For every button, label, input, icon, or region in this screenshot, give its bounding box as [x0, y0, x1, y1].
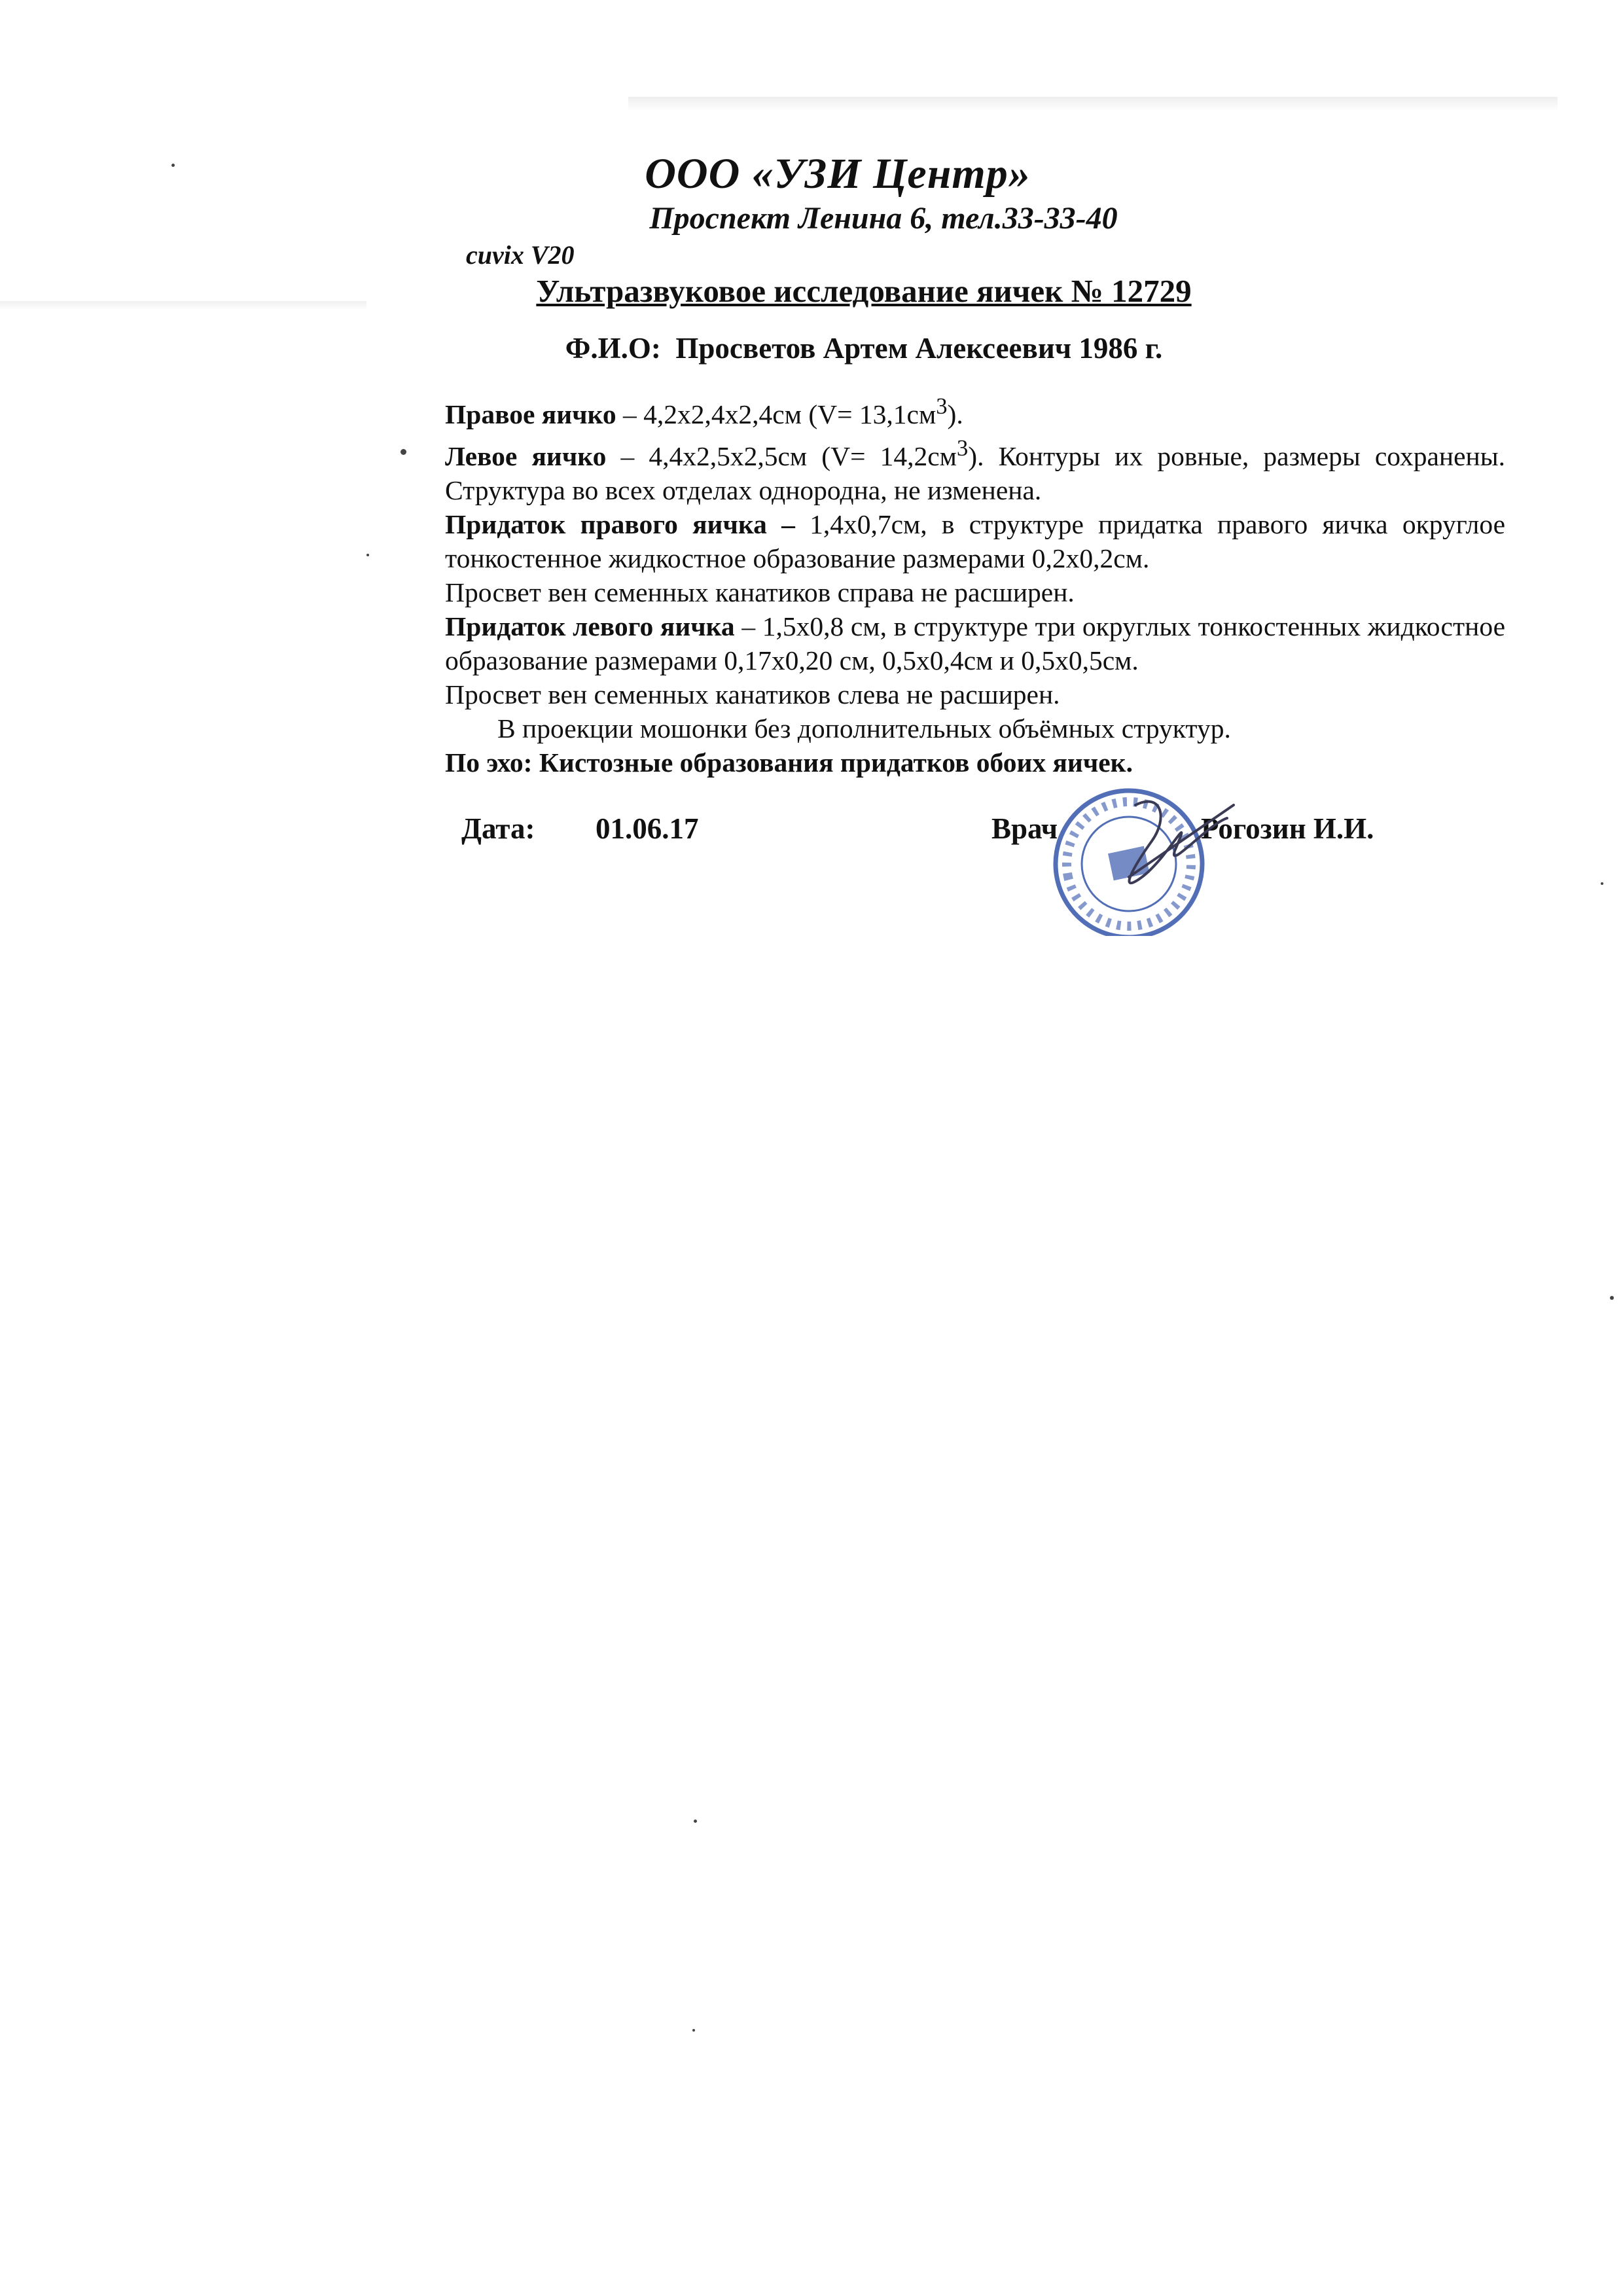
- scan-speck: [692, 2029, 695, 2032]
- scan-speck: [1601, 882, 1603, 885]
- right-epididymis-paragraph: [445, 507, 1505, 575]
- left-epididymis-paragraph: [445, 609, 1505, 677]
- left-testis-text: – 4,4х2,5х2,5см (V= 14,2см: [606, 440, 957, 471]
- right-veins-paragraph: Просвет вен семенных канатиков справа не расширен.: [445, 577, 1075, 607]
- scan-speck: [401, 449, 406, 455]
- scan-shadow: [628, 97, 1558, 111]
- scan-speck: [1610, 1296, 1614, 1300]
- right-epididymis-label: Придаток правого яичка –: [445, 509, 795, 539]
- date-label: Дата:: [461, 812, 535, 845]
- left-testis-label: Левое яичко: [445, 440, 607, 471]
- left-epididymis-text: – 1,5х0,8 см, в структуре три округлых тонкостенных жидкостное образование размерами 0,17х0,20 см, 0,5х0,4см и 0,5х0,5см.: [445, 611, 1505, 675]
- left-testis-tail: ). Контуры их ровные, размеры сохранены. Структура во всех отделах однородна, не изменена.: [445, 440, 1506, 505]
- patient-line: [52, 331, 1623, 365]
- patient-label: Ф.И.О:: [565, 332, 661, 365]
- organization-address: Проспект Ленина 6, тел.33-33-40: [649, 201, 1118, 236]
- document-title: Ультразвуковое исследование яичек № 12729: [536, 273, 1192, 309]
- date-value: 01.06.17: [596, 812, 699, 845]
- left-epididymis-label: Придаток левого яичка: [445, 611, 735, 641]
- conclusion-text: По эхо: Кистозные образования придатков обоих яичек.: [445, 747, 1133, 778]
- conclusion: [445, 745, 1505, 780]
- device-label: cuvix V20: [466, 240, 575, 270]
- doctor-name: Рогозин И.И.: [1201, 812, 1374, 845]
- right-testis-label: Правое яичко: [445, 399, 616, 429]
- organization-name: ООО «УЗИ Центр»: [645, 150, 1031, 198]
- right-testis-text: – 4,2х2,4х2,4см (V= 13,1см: [616, 399, 936, 429]
- doctor-stamp: [1037, 779, 1240, 936]
- right-epididymis-text: 1,4х0,7см, в структуре придатка правого яичка округлое тонкостенное жидкостное образование размерами 0,2х0,2см.: [445, 509, 1505, 573]
- scrotum-paragraph: В проекции мошонки без дополнительных объёмных структур.: [497, 713, 1231, 744]
- doctor-label: Врач: [991, 812, 1058, 845]
- scan-speck: [694, 1820, 697, 1823]
- right-testis-paragraph: [445, 389, 1505, 431]
- left-veins-paragraph: Просвет вен семенных канатиков слева не расширен.: [445, 679, 1060, 709]
- volume-exponent: 3: [956, 435, 969, 461]
- volume-exponent: 3: [936, 394, 948, 419]
- report-body: [445, 389, 1505, 780]
- left-testis-paragraph: [445, 431, 1505, 507]
- patient-name: Просветов Артем Алексеевич 1986 г.: [675, 332, 1163, 365]
- scan-speck: [366, 554, 369, 556]
- right-testis-tail: ).: [947, 399, 963, 429]
